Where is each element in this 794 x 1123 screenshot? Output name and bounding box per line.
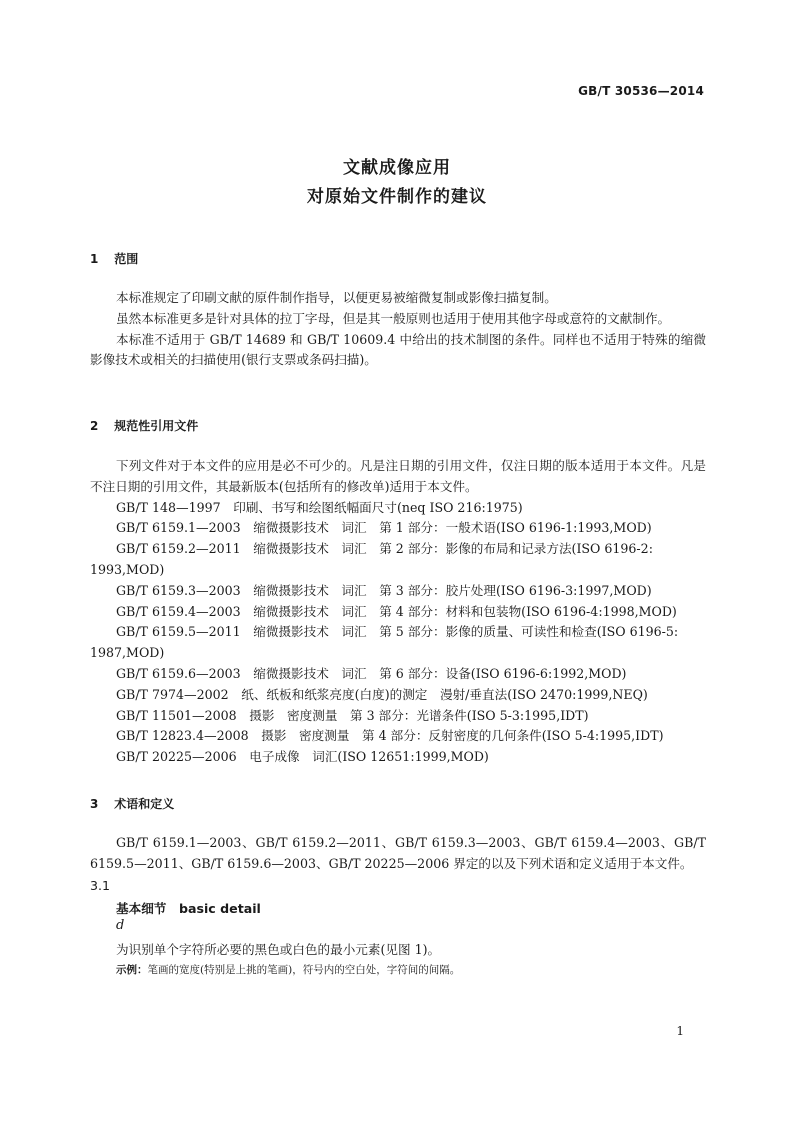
reference-item: GB/T 11501—2008 摄影 密度测量 第 3 部分：光谱条件(ISO 5-3:1995,IDT) <box>116 707 589 723</box>
section1-body <box>90 288 706 371</box>
reference-item-continuation: 1987,MOD) <box>90 645 165 661</box>
term-number: 3.1 <box>90 878 111 893</box>
document-title-line2: 对原始文件制作的建议 <box>307 187 487 207</box>
section2-intro: 下列文件对于本文件的应用是必不可少的。凡是注日期的引用文件，仅注日期的版本适用于本文件。凡是不注日期的引用文件，其最新版本(包括所有的修改单)适用于本文件。 <box>90 458 706 494</box>
example-text: 笔画的宽度(特别是上挑的笔画)，符号内的空白处，字符间的间隔。 <box>147 964 461 976</box>
document-title-line1: 文献成像应用 <box>343 158 451 178</box>
section1-title: 范围 <box>114 252 139 266</box>
section3-heading <box>90 795 174 812</box>
section3-intro: GB/T 6159.1—2003、GB/T 6159.2—2011、GB/T 6159.3—2003、GB/T 6159.4—2003、GB/T 6159.5—2011、GB/T 6159.6—2003、GB/T 20225—2006 界定的以及下列术语和定义适用于本文件。 <box>90 835 706 871</box>
term-name: 基本细节 basic detail <box>116 901 261 916</box>
example-label: 示例： <box>116 964 148 976</box>
reference-item: GB/T 6159.4—2003 缩微摄影技术 词汇 第 4 部分：材料和包装物(ISO 6196-4:1998,MOD) <box>116 603 677 619</box>
section2-number: 2 <box>90 419 99 433</box>
section1-heading <box>90 250 138 267</box>
section2-title: 规范性引用文件 <box>114 419 199 433</box>
reference-item: GB/T 6159.2—2011 缩微摄影技术 词汇 第 2 部分：影像的布局和记录方法(ISO 6196-2: <box>116 541 653 557</box>
reference-item: GB/T 12823.4—2008 摄影 密度测量 第 4 部分：反射密度的几何条件(ISO 5-4:1995,IDT) <box>116 728 664 744</box>
term-symbol: d <box>116 918 125 933</box>
term-example <box>116 962 460 977</box>
reference-item: GB/T 6159.3—2003 缩微摄影技术 词汇 第 3 部分：胶片处理(ISO 6196-3:1997,MOD) <box>116 582 652 598</box>
section3-title: 术语和定义 <box>114 797 175 811</box>
section2-heading <box>90 417 198 434</box>
section3-number: 3 <box>90 797 99 811</box>
term-definition: 为识别单个字符所必要的黑色或白色的最小元素(见图 1)。 <box>116 942 441 957</box>
reference-item: GB/T 6159.1—2003 缩微摄影技术 词汇 第 1 部分：一般术语(ISO 6196-1:1993,MOD) <box>116 520 652 536</box>
section2-body <box>90 456 706 768</box>
page-number: 1 <box>676 1024 684 1038</box>
standard-code: GB/T 30536—2014 <box>578 84 704 98</box>
reference-item: GB/T 6159.6—2003 缩微摄影技术 词汇 第 6 部分：设备(ISO 6196-6:1992,MOD) <box>116 665 627 681</box>
reference-item-continuation: 1993,MOD) <box>90 561 165 577</box>
reference-item: GB/T 148—1997 印刷、书写和绘图纸幅面尺寸(neq ISO 216:1975) <box>116 499 523 515</box>
section1-paragraph: 本标准规定了印刷文献的原件制作指导，以便更易被缩微复制或影像扫描复制。 <box>116 290 557 305</box>
section3-body <box>90 833 706 875</box>
section1-paragraph: 本标准不适用于 GB/T 14689 和 GB/T 10609.4 中给出的技术制图的条件。同样也不适用于特殊的缩微影像技术或相关的扫描使用(银行支票或条码扫描)。 <box>90 331 706 368</box>
section1-number: 1 <box>90 252 99 266</box>
section1-paragraph: 虽然本标准更多是针对具体的拉丁字母，但是其一般原则也适用于使用其他字母或意符的文献制作。 <box>116 310 671 326</box>
reference-item: GB/T 7974—2002 纸、纸板和纸浆亮度(白度)的测定 漫射/垂直法(ISO 2470:1999,NEQ) <box>116 686 648 702</box>
reference-item: GB/T 20225—2006 电子成像 词汇(ISO 12651:1999,MOD) <box>116 749 489 765</box>
reference-item: GB/T 6159.5—2011 缩微摄影技术 词汇 第 5 部分：影像的质量、可读性和检查(ISO 6196-5: <box>116 624 679 640</box>
